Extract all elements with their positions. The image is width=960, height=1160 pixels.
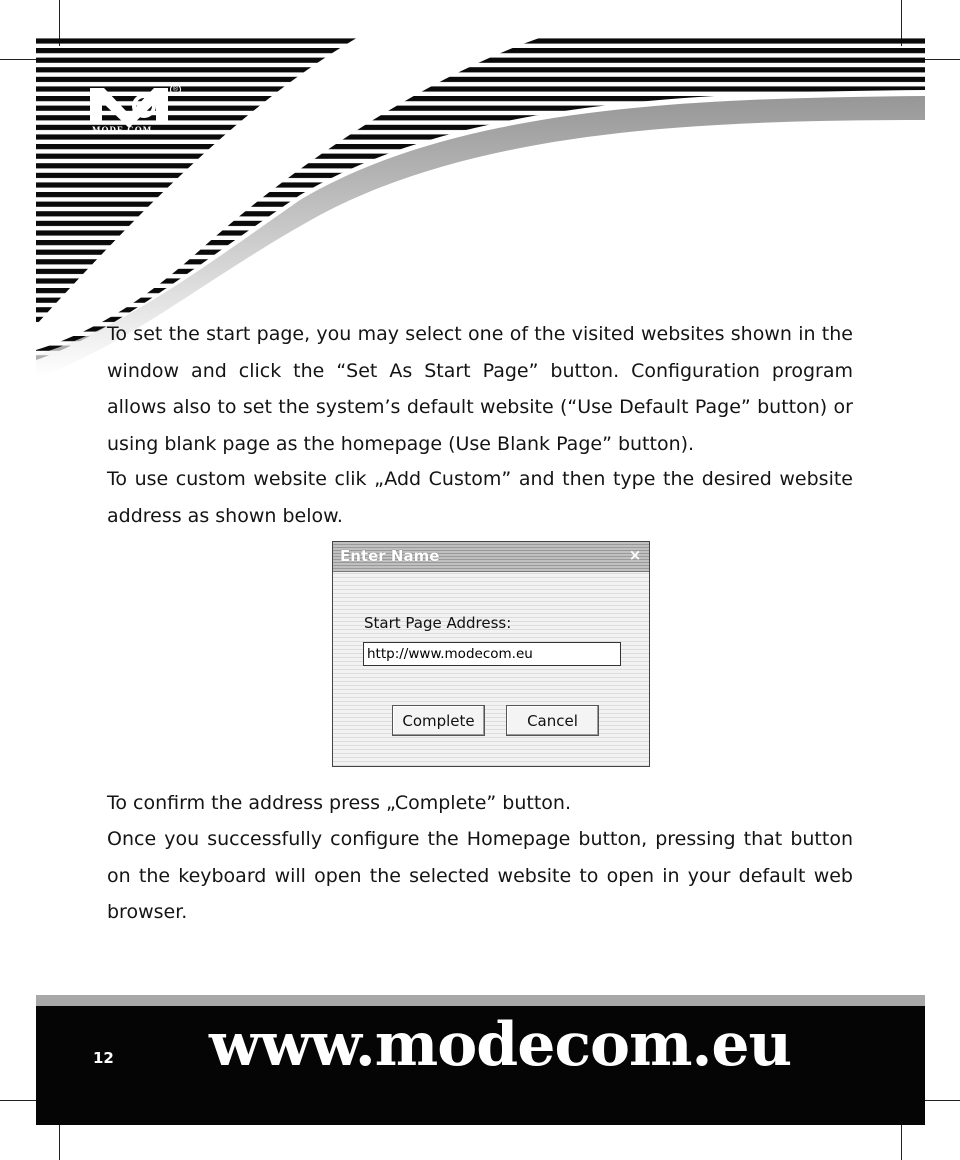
page-number: 12 <box>93 1049 114 1067</box>
paragraph-add-custom: To use custom website clik „Add Custom” and then type the desired website address as shown below. <box>107 468 853 527</box>
paragraph-confirm: To confirm the address press „Complete” button. <box>107 792 571 814</box>
footer-website-url: www.modecom.eu <box>209 1010 792 1080</box>
dialog-titlebar <box>333 542 649 572</box>
enter-name-dialog <box>332 541 650 767</box>
close-icon[interactable]: × <box>628 546 642 564</box>
start-page-address-label: Start Page Address: <box>364 614 512 632</box>
start-page-address-input[interactable] <box>363 642 621 666</box>
complete-button[interactable]: Complete <box>392 705 485 736</box>
logo-wordmark: MODE COM <box>92 125 153 135</box>
footer-bar <box>36 1006 925 1125</box>
modecom-logo <box>88 84 178 140</box>
cancel-button[interactable]: Cancel <box>506 705 599 736</box>
registered-mark: ® <box>170 84 181 95</box>
dialog-title: Enter Name <box>340 547 440 565</box>
paragraph-start-page: To set the start page, you may select one of the visited websites shown in the window and click the “Set As Start Page” button. Configuration program allows also to set the system’s default website (“Use Default Page” button) or using blank page as the homepage (Use Blank Page” button). <box>107 323 853 455</box>
modecom-m-mark <box>88 84 170 128</box>
paragraph-homepage-button: Once you successfully configure the Homepage button, pressing that button on the keyboard will open the selected website to open in your default web browser. <box>107 828 853 923</box>
